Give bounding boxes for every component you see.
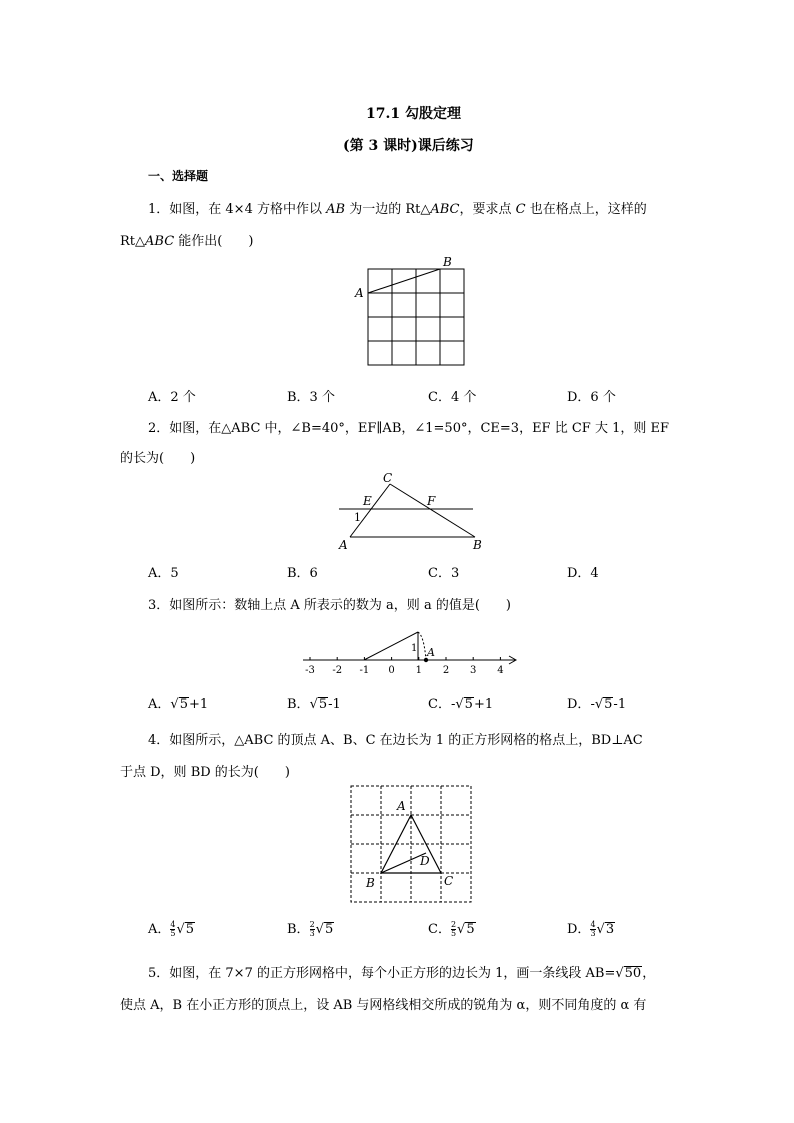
q4-option-a[interactable]: A． $\frac{4}{5}$ √5 — [148, 920, 195, 938]
q3-tick-label: -1 — [359, 665, 370, 676]
q1-line1: 1．如图，在 4×4 方格中作以 AB 为一边的 Rt△ABC，要求点 C 也在格点上，这样的 — [148, 202, 647, 217]
q4-label-d: D — [420, 854, 430, 868]
q3-option-a[interactable]: A．√5+1 — [148, 697, 209, 712]
q1-line2: Rt△ABC 能作出( ) — [120, 234, 254, 249]
q2-option-d[interactable]: D．4 — [567, 566, 599, 581]
q5-line1: 5．如图，在 7×7 的正方形网格中，每个小正方形的边长为 1，画一条线段 AB=√50， — [148, 966, 656, 981]
q4-line1: 4．如图所示，△ABC 的顶点 A、B、C 在边长为 1 的正方形网格的格点上，BD⊥AC — [148, 733, 643, 748]
q3-label-1: 1 — [411, 643, 418, 654]
page-subtitle: (第 3 课时)课后练习 — [343, 138, 474, 154]
q4-label-a: A — [397, 799, 406, 813]
q3-figure — [300, 622, 525, 680]
q4-line2: 于点 D，则 BD 的长为( ) — [120, 765, 290, 780]
q1-option-c[interactable]: C．4 个 — [428, 390, 477, 405]
q1-label-b: B — [443, 255, 452, 269]
q3-label-a: A — [427, 646, 435, 659]
q1-label-a: A — [355, 286, 364, 300]
q3-hypotenuse — [364, 632, 418, 660]
q2-option-a[interactable]: A．5 — [148, 566, 179, 581]
q2-label-b: B — [473, 538, 482, 552]
q4-label-b: B — [366, 876, 375, 890]
q4-option-c[interactable]: C． $\frac{2}{5}$ √5 — [428, 920, 475, 938]
q3-tick-label: 4 — [497, 665, 504, 676]
q2-label-c: C — [383, 471, 393, 485]
q3-tick-label: 0 — [388, 665, 395, 676]
q2-option-b[interactable]: B．6 — [287, 566, 318, 581]
q3-tick-label: -2 — [332, 665, 343, 676]
q3-arc — [418, 632, 426, 660]
q3-tick-label: 1 — [415, 665, 422, 676]
q5-line2: 使点 A，B 在小正方形的顶点上，设 AB 与网格线相交所成的锐角为 α，则不同角度的 α 有 — [120, 998, 647, 1013]
q2-line2: 的长为( ) — [120, 451, 196, 466]
q2-side-bc — [390, 484, 475, 537]
q1-grid — [368, 269, 464, 365]
q4-option-d[interactable]: D． $\frac{4}{3}$ √3 — [567, 920, 615, 938]
q1-option-d[interactable]: D．6 个 — [567, 390, 616, 405]
q1-option-a[interactable]: A．2 个 — [148, 390, 196, 405]
q1-option-b[interactable]: B．3 个 — [287, 390, 335, 405]
section-heading: 一、选择题 — [148, 169, 209, 183]
q3-option-b[interactable]: B．√5-1 — [287, 697, 341, 712]
q2-figure — [335, 470, 495, 555]
q2-option-c[interactable]: C．3 — [428, 566, 460, 581]
q2-label-1: 1 — [354, 511, 361, 524]
q4-figure — [345, 782, 475, 907]
q4-option-b[interactable]: B． $\frac{2}{3}$ √5 — [287, 920, 334, 938]
q3-tick-label: 2 — [442, 665, 450, 676]
q3-line1: 3．如图所示：数轴上点 A 所表示的数为 a，则 a 的值是( ) — [148, 598, 511, 613]
q3-tick-label: 3 — [470, 665, 477, 676]
q4-label-c: C — [444, 874, 454, 888]
q2-label-e: E — [363, 494, 372, 508]
q1-figure — [350, 255, 480, 375]
q2-line1: 2．如图，在△ABC 中，∠B=40°，EF∥AB，∠1=50°，CE=3，EF 比 CF 大 1，则 EF — [148, 421, 669, 436]
q2-label-f: F — [427, 494, 436, 508]
q2-label-a: A — [339, 538, 348, 552]
q1-segment-ab — [368, 269, 440, 293]
q3-tick-label: -3 — [305, 665, 315, 676]
page-title: 17.1 勾股定理 — [366, 106, 461, 122]
q3-option-d[interactable]: D．-√5-1 — [567, 697, 627, 712]
q3-option-c[interactable]: C．-√5+1 — [428, 697, 494, 712]
